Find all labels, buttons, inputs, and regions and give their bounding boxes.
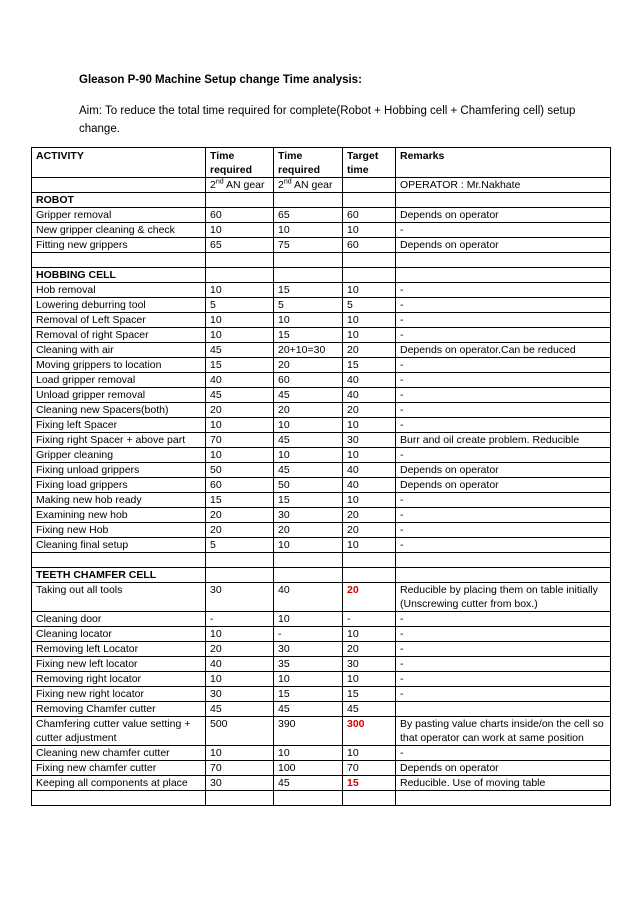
time-required-1-cell: 15 <box>206 358 274 373</box>
table-row <box>32 583 611 612</box>
section-header-row <box>32 268 611 283</box>
target-time-cell: 70 <box>343 761 396 776</box>
remarks-cell: - <box>396 328 611 343</box>
time-required-2-cell: 390 <box>274 717 343 746</box>
target-time-cell: 10 <box>343 283 396 298</box>
section-empty-cell <box>343 193 396 208</box>
target-time-cell: 40 <box>343 478 396 493</box>
time-required-2-cell: 10 <box>274 746 343 761</box>
blank-cell <box>343 791 396 806</box>
activity-cell: Fixing load grippers <box>32 478 206 493</box>
remarks-cell: - <box>396 313 611 328</box>
remarks-cell: - <box>396 508 611 523</box>
target-time-cell: 40 <box>343 388 396 403</box>
table-row <box>32 642 611 657</box>
time-required-1-cell: 10 <box>206 418 274 433</box>
remarks-cell: - <box>396 746 611 761</box>
time-required-1-cell: 65 <box>206 238 274 253</box>
activity-cell: Fixing right Spacer + above part <box>32 433 206 448</box>
table-row <box>32 702 611 717</box>
remarks-cell: - <box>396 403 611 418</box>
time-required-2-cell: 20 <box>274 403 343 418</box>
activity-cell: Fixing new chamfer cutter <box>32 761 206 776</box>
remarks-cell: Burr and oil create problem. Reducible <box>396 433 611 448</box>
section-empty-cell <box>274 568 343 583</box>
blank-cell <box>396 791 611 806</box>
section-empty-cell <box>343 268 396 283</box>
time-required-2-cell: 45 <box>274 388 343 403</box>
activity-cell: Removing Chamfer cutter <box>32 702 206 717</box>
table-blank-row <box>32 553 611 568</box>
activity-cell: Fixing left Spacer <box>32 418 206 433</box>
activity-cell: Cleaning new Spacers(both) <box>32 403 206 418</box>
time-required-2-cell: 15 <box>274 283 343 298</box>
section-empty-cell <box>274 193 343 208</box>
activity-cell: Fitting new grippers <box>32 238 206 253</box>
time-required-1-cell: 60 <box>206 478 274 493</box>
time-required-2-cell: 75 <box>274 238 343 253</box>
target-time-cell: 15 <box>343 776 396 791</box>
time-required-2-cell: 15 <box>274 493 343 508</box>
table-row <box>32 776 611 791</box>
blank-cell <box>206 791 274 806</box>
section-empty-cell <box>206 568 274 583</box>
activity-cell: Chamfering cutter value setting + cutter adjustment <box>32 717 206 746</box>
time-required-2-cell: 45 <box>274 433 343 448</box>
blank-cell <box>206 553 274 568</box>
remarks-cell: Depends on operator.Can be reduced <box>396 343 611 358</box>
table-row <box>32 328 611 343</box>
time-required-1-cell: 20 <box>206 403 274 418</box>
activity-cell: Moving grippers to location <box>32 358 206 373</box>
table-row <box>32 717 611 746</box>
time-required-1-cell: 45 <box>206 702 274 717</box>
table-row <box>32 403 611 418</box>
remarks-cell: Reducible. Use of moving table <box>396 776 611 791</box>
time-required-2-cell: 30 <box>274 508 343 523</box>
table-row <box>32 746 611 761</box>
time-required-1-cell: 10 <box>206 448 274 463</box>
activity-cell: Making new hob ready <box>32 493 206 508</box>
activity-cell: Cleaning door <box>32 612 206 627</box>
blank-cell <box>32 553 206 568</box>
table-row <box>32 418 611 433</box>
remarks-cell: Reducible by placing them on table initially (Unscrewing cutter from box.) <box>396 583 611 612</box>
target-time-cell: 10 <box>343 746 396 761</box>
time-required-1-cell: 10 <box>206 746 274 761</box>
table-row <box>32 493 611 508</box>
section-empty-cell <box>206 193 274 208</box>
table-row <box>32 433 611 448</box>
table-subheader-row <box>32 178 611 193</box>
blank-cell <box>343 253 396 268</box>
time-required-1-cell: 10 <box>206 313 274 328</box>
time-required-1-cell: 10 <box>206 672 274 687</box>
time-required-2-cell: 10 <box>274 538 343 553</box>
target-time-cell: 10 <box>343 627 396 642</box>
remarks-cell: Depends on operator <box>396 463 611 478</box>
time-required-2-cell: 35 <box>274 657 343 672</box>
remarks-cell: - <box>396 627 611 642</box>
remarks-cell: By pasting value charts inside/on the cell so that operator can work at same position <box>396 717 611 746</box>
time-required-1-cell: 500 <box>206 717 274 746</box>
time-required-1-cell: 20 <box>206 523 274 538</box>
time-required-1-cell: 60 <box>206 208 274 223</box>
remarks-cell <box>396 702 611 717</box>
time-required-2-cell: 45 <box>274 702 343 717</box>
target-time-cell: 45 <box>343 702 396 717</box>
target-time-cell: 10 <box>343 672 396 687</box>
remarks-cell: - <box>396 642 611 657</box>
time-required-1-cell: 45 <box>206 343 274 358</box>
blank-cell <box>274 553 343 568</box>
time-required-1-cell: 20 <box>206 508 274 523</box>
remarks-cell: - <box>396 298 611 313</box>
target-time-cell: 30 <box>343 433 396 448</box>
remarks-cell: Depends on operator <box>396 238 611 253</box>
section-title: HOBBING CELL <box>32 268 206 283</box>
target-time-cell: 15 <box>343 358 396 373</box>
table-row <box>32 538 611 553</box>
target-time-cell: 20 <box>343 523 396 538</box>
target-time-cell: 40 <box>343 373 396 388</box>
section-empty-cell <box>206 268 274 283</box>
blank-cell <box>396 253 611 268</box>
header-activity: ACTIVITY <box>32 148 206 178</box>
blank-cell <box>274 791 343 806</box>
time-required-1-cell: 5 <box>206 298 274 313</box>
time-required-2-cell: 10 <box>274 223 343 238</box>
time-required-2-cell: - <box>274 627 343 642</box>
time-required-1-cell: - <box>206 612 274 627</box>
section-header-row <box>32 568 611 583</box>
subheader-empty <box>32 178 206 193</box>
activity-cell: Unload gripper removal <box>32 388 206 403</box>
table-row <box>32 463 611 478</box>
activity-cell: Removing right locator <box>32 672 206 687</box>
table-row <box>32 343 611 358</box>
remarks-cell: - <box>396 493 611 508</box>
time-required-1-cell: 30 <box>206 583 274 612</box>
time-required-1-cell: 30 <box>206 776 274 791</box>
activity-cell: Cleaning with air <box>32 343 206 358</box>
time-required-2-cell: 45 <box>274 776 343 791</box>
target-time-cell: 20 <box>343 343 396 358</box>
target-time-cell: - <box>343 612 396 627</box>
activity-cell: Fixing new Hob <box>32 523 206 538</box>
remarks-cell: - <box>396 612 611 627</box>
activity-cell: Load gripper removal <box>32 373 206 388</box>
activity-cell: Taking out all tools <box>32 583 206 612</box>
activity-cell: Examining new hob <box>32 508 206 523</box>
header-remarks: Remarks <box>396 148 611 178</box>
time-required-2-cell: 20+10=30 <box>274 343 343 358</box>
remarks-cell: Depends on operator <box>396 478 611 493</box>
activity-cell: Hob removal <box>32 283 206 298</box>
section-empty-cell <box>396 568 611 583</box>
time-required-2-cell: 65 <box>274 208 343 223</box>
blank-cell <box>396 553 611 568</box>
target-time-cell: 20 <box>343 508 396 523</box>
activity-cell: Gripper removal <box>32 208 206 223</box>
target-time-cell: 5 <box>343 298 396 313</box>
table-row <box>32 298 611 313</box>
time-required-1-cell: 10 <box>206 627 274 642</box>
table-row <box>32 283 611 298</box>
time-required-1-cell: 10 <box>206 283 274 298</box>
time-required-2-cell: 40 <box>274 583 343 612</box>
blank-cell <box>343 553 396 568</box>
table-row <box>32 687 611 702</box>
remarks-cell: - <box>396 523 611 538</box>
target-time-cell: 10 <box>343 223 396 238</box>
time-required-1-cell: 50 <box>206 463 274 478</box>
remarks-cell: - <box>396 672 611 687</box>
remarks-cell: - <box>396 418 611 433</box>
blank-cell <box>32 253 206 268</box>
target-time-cell: 10 <box>343 418 396 433</box>
table-blank-row <box>32 791 611 806</box>
activity-cell: Removing left Locator <box>32 642 206 657</box>
activity-cell: Fixing new right locator <box>32 687 206 702</box>
target-time-cell: 300 <box>343 717 396 746</box>
time-required-2-cell: 15 <box>274 687 343 702</box>
subheader-gear-1: 2nd AN gear <box>206 178 274 193</box>
table-row <box>32 523 611 538</box>
remarks-cell: - <box>396 283 611 298</box>
remarks-cell: - <box>396 657 611 672</box>
activity-cell: Fixing unload grippers <box>32 463 206 478</box>
time-required-1-cell: 5 <box>206 538 274 553</box>
activity-cell: Keeping all components at place <box>32 776 206 791</box>
time-required-2-cell: 10 <box>274 418 343 433</box>
target-time-cell: 10 <box>343 313 396 328</box>
time-required-2-cell: 100 <box>274 761 343 776</box>
subheader-operator: OPERATOR : Mr.Nakhate <box>396 178 611 193</box>
activity-cell: Removal of Left Spacer <box>32 313 206 328</box>
section-empty-cell <box>343 568 396 583</box>
time-required-1-cell: 70 <box>206 761 274 776</box>
activity-cell: Cleaning final setup <box>32 538 206 553</box>
target-time-cell: 10 <box>343 448 396 463</box>
aim-paragraph: Aim: To reduce the total time required for complete(Robot + Hobbing cell + Chamfering cell) setup change. <box>79 105 576 135</box>
remarks-cell: - <box>396 448 611 463</box>
time-required-1-cell: 40 <box>206 373 274 388</box>
section-title: ROBOT <box>32 193 206 208</box>
blank-cell <box>32 791 206 806</box>
header-time-required-1: Time required <box>206 148 274 178</box>
time-required-1-cell: 20 <box>206 642 274 657</box>
target-time-cell: 60 <box>343 208 396 223</box>
blank-cell <box>206 253 274 268</box>
table-row <box>32 238 611 253</box>
table-row <box>32 313 611 328</box>
setup-time-table <box>31 147 611 806</box>
time-required-1-cell: 30 <box>206 687 274 702</box>
time-required-1-cell: 15 <box>206 493 274 508</box>
activity-cell: Fixing new left locator <box>32 657 206 672</box>
section-title: TEETH CHAMFER CELL <box>32 568 206 583</box>
remarks-cell: - <box>396 687 611 702</box>
time-required-2-cell: 15 <box>274 328 343 343</box>
activity-cell: Removal of right Spacer <box>32 328 206 343</box>
target-time-cell: 30 <box>343 657 396 672</box>
table-row <box>32 478 611 493</box>
section-empty-cell <box>396 268 611 283</box>
section-empty-cell <box>396 193 611 208</box>
header-target-time: Target time <box>343 148 396 178</box>
remarks-cell: Depends on operator <box>396 761 611 776</box>
time-required-2-cell: 10 <box>274 313 343 328</box>
table-row <box>32 223 611 238</box>
target-time-cell: 15 <box>343 687 396 702</box>
table-row <box>32 448 611 463</box>
time-required-1-cell: 40 <box>206 657 274 672</box>
time-required-2-cell: 10 <box>274 612 343 627</box>
time-required-1-cell: 10 <box>206 223 274 238</box>
table-header-row <box>32 148 611 178</box>
table-row <box>32 612 611 627</box>
table-row <box>32 208 611 223</box>
time-required-2-cell: 60 <box>274 373 343 388</box>
time-required-2-cell: 45 <box>274 463 343 478</box>
target-time-cell: 40 <box>343 463 396 478</box>
section-empty-cell <box>274 268 343 283</box>
table-row <box>32 761 611 776</box>
time-required-2-cell: 30 <box>274 642 343 657</box>
target-time-cell: 20 <box>343 642 396 657</box>
remarks-cell: - <box>396 358 611 373</box>
remarks-cell: Depends on operator <box>396 208 611 223</box>
time-required-1-cell: 70 <box>206 433 274 448</box>
table-row <box>32 388 611 403</box>
table-blank-row <box>32 253 611 268</box>
table-row <box>32 627 611 642</box>
table-row <box>32 657 611 672</box>
time-required-2-cell: 10 <box>274 448 343 463</box>
time-required-1-cell: 10 <box>206 328 274 343</box>
target-time-cell: 60 <box>343 238 396 253</box>
activity-cell: New gripper cleaning & check <box>32 223 206 238</box>
remarks-cell: - <box>396 388 611 403</box>
table-row <box>32 508 611 523</box>
time-required-1-cell: 45 <box>206 388 274 403</box>
target-time-cell: 10 <box>343 538 396 553</box>
blank-cell <box>274 253 343 268</box>
time-required-2-cell: 20 <box>274 523 343 538</box>
table-row <box>32 672 611 687</box>
remarks-cell: - <box>396 223 611 238</box>
target-time-cell: 20 <box>343 583 396 612</box>
time-required-2-cell: 20 <box>274 358 343 373</box>
activity-cell: Cleaning new chamfer cutter <box>32 746 206 761</box>
header-time-required-2: Time required <box>274 148 343 178</box>
time-required-2-cell: 5 <box>274 298 343 313</box>
remarks-cell: - <box>396 538 611 553</box>
table-row <box>32 373 611 388</box>
target-time-cell: 10 <box>343 328 396 343</box>
time-required-2-cell: 10 <box>274 672 343 687</box>
subheader-target-empty <box>343 178 396 193</box>
document-title: Gleason P-90 Machine Setup change Time analysis: <box>79 74 362 86</box>
time-required-2-cell: 50 <box>274 478 343 493</box>
subheader-gear-2: 2nd AN gear <box>274 178 343 193</box>
activity-cell: Lowering deburring tool <box>32 298 206 313</box>
remarks-cell: - <box>396 373 611 388</box>
section-header-row <box>32 193 611 208</box>
activity-cell: Cleaning locator <box>32 627 206 642</box>
table-row <box>32 358 611 373</box>
target-time-cell: 10 <box>343 493 396 508</box>
activity-cell: Gripper cleaning <box>32 448 206 463</box>
target-time-cell: 20 <box>343 403 396 418</box>
